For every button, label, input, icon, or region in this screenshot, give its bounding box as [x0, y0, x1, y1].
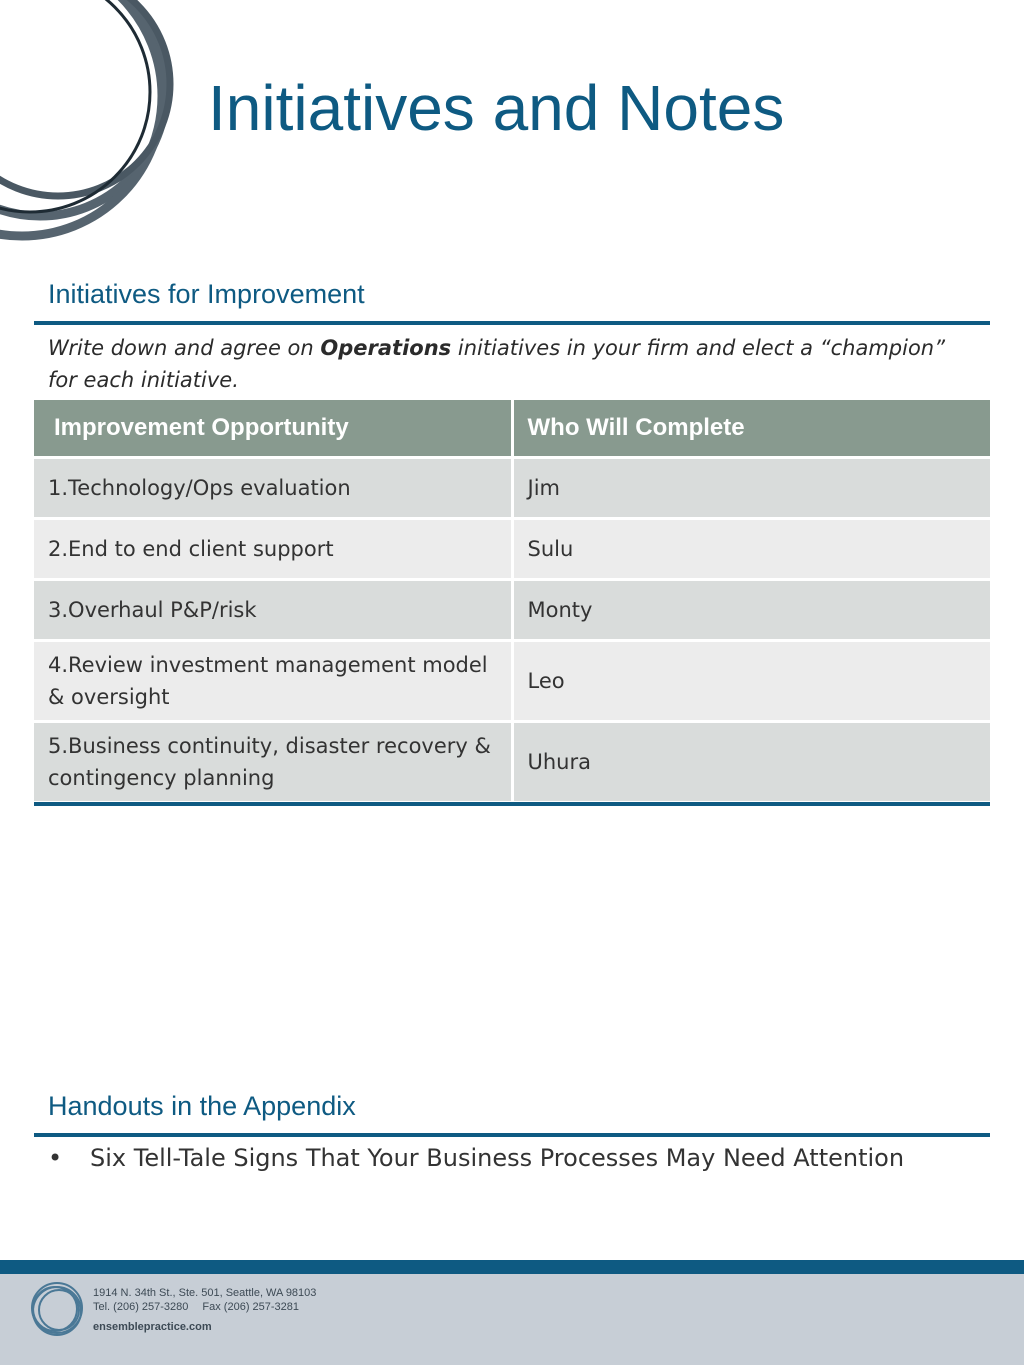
footer-accent-band — [0, 1260, 1024, 1274]
initiatives-bottom-rule — [34, 802, 990, 806]
table-row — [34, 641, 990, 722]
footer-address: 1914 N. 34th St., Ste. 501, Seattle, WA 98103 — [93, 1287, 317, 1299]
instructions-after: initiatives in your firm and elect a “champion” for each initiative. — [48, 336, 945, 392]
column-header-owner: Who Will Complete — [512, 400, 990, 458]
list-item — [48, 1140, 904, 1176]
decorative-rings-logo — [0, 0, 200, 260]
footer — [0, 1274, 1024, 1365]
table-row — [34, 580, 990, 641]
handouts-rule — [34, 1133, 990, 1137]
table-row — [34, 519, 990, 580]
handout-title: Six Tell-Tale Signs That Your Business Processes May Need Attention — [90, 1144, 905, 1172]
footer-contact — [93, 1286, 316, 1334]
instructions-before: Write down and agree on — [48, 336, 321, 360]
instructions-text — [48, 332, 968, 396]
table-row — [34, 458, 990, 519]
instructions-emphasis: Operations — [320, 336, 452, 360]
owner-cell: Jim — [512, 458, 990, 519]
owner-cell: Leo — [512, 641, 990, 722]
opportunity-cell: 1.Technology/Ops evaluation — [34, 458, 512, 519]
opportunity-cell: 5.Business continuity, disaster recovery & contingency planning — [34, 722, 512, 802]
owner-cell: Monty — [512, 580, 990, 641]
owner-cell: Sulu — [512, 519, 990, 580]
handouts-heading: Handouts in the Appendix — [48, 1091, 356, 1121]
opportunity-cell: 2.End to end client support — [34, 519, 512, 580]
opportunity-cell: 4.Review investment management model & oversight — [34, 641, 512, 722]
initiatives-top-rule — [34, 321, 990, 325]
page-title: Initiatives and Notes — [208, 72, 785, 144]
handouts-list — [48, 1140, 904, 1176]
ensemble-rings-icon — [28, 1280, 86, 1338]
footer-website-link[interactable]: ensemblepractice.com — [93, 1321, 212, 1333]
opportunity-cell: 3.Overhaul P&P/risk — [34, 580, 512, 641]
footer-fax: Fax (206) 257-3281 — [202, 1301, 300, 1313]
table-row — [34, 722, 990, 802]
column-header-opportunity: Improvement Opportunity — [34, 400, 512, 458]
improvement-table — [34, 400, 990, 801]
owner-cell: Uhura — [512, 722, 990, 802]
footer-phone: Tel. (206) 257-3280 — [93, 1301, 189, 1313]
table-header-row — [34, 400, 990, 458]
initiatives-heading: Initiatives for Improvement — [48, 279, 365, 309]
bullet-icon: • — [48, 1144, 63, 1172]
